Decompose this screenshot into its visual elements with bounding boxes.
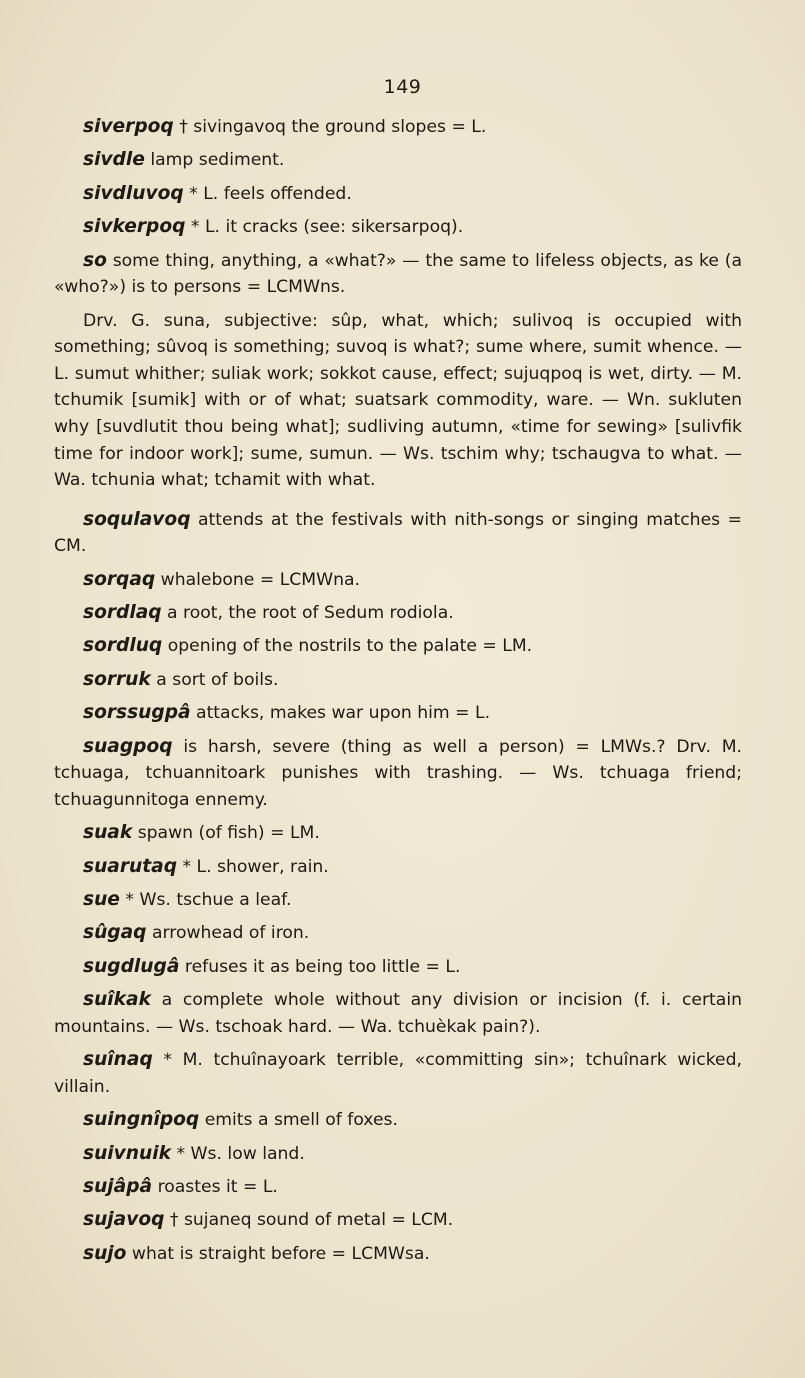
headword: sordlaq (83, 602, 162, 624)
definition: * L. it cracks (see: sikersarpoq). (190, 217, 464, 238)
definition: * Ws. low land. (176, 1143, 305, 1164)
headword: soqulavoq (83, 508, 191, 530)
entry (54, 1241, 742, 1268)
entry (54, 1174, 742, 1201)
page-number: 149 (383, 76, 422, 98)
headword: sujo (83, 1242, 127, 1264)
headword: sorqaq (83, 568, 156, 590)
definition: a complete whole without any division or incision (f. i. certain mountains. — Ws. tschoak hard. — Wa. tchuèkak pain?). (54, 990, 742, 1037)
headword: sue (83, 889, 120, 910)
headword: suîkak (83, 989, 151, 1011)
headword: sujavoq (83, 1209, 165, 1231)
headword: suagpoq (83, 735, 173, 757)
entry (54, 887, 742, 914)
headword: suingnîpoq (83, 1109, 200, 1131)
entry (54, 920, 742, 947)
entry (54, 667, 742, 694)
definition: is harsh, severe (thing as well a person) = LMWs.? Drv. M. tchuaga, tchuannitoark punishes with trashing. — Ws. tchuaga friend; tchuagunnitoga ennemy. (54, 736, 743, 810)
headword: sivkerpoq (83, 216, 186, 238)
entry (54, 114, 742, 141)
entry (54, 734, 742, 814)
definition: † sivingavoq the ground slopes = L. (179, 117, 487, 137)
definition: whalebone = LCMWna. (160, 569, 360, 590)
headword: sorssugpâ (83, 702, 191, 724)
entry (54, 854, 742, 881)
entry (54, 567, 742, 594)
entry (54, 987, 742, 1040)
definition: lamp sediment. (150, 150, 285, 171)
entry (54, 1107, 742, 1134)
headword: sugdlugâ (83, 955, 180, 977)
entry (54, 1141, 742, 1168)
definition: some thing, anything, a «what?» — the same to lifeless objects, as ke (a «who?») is to persons = LCMWns. (54, 250, 742, 298)
dictionary-entries (54, 114, 742, 1274)
definition: refuses it as being too little = L. (184, 956, 461, 977)
headword: suarutaq (83, 855, 178, 877)
entry (54, 507, 742, 560)
headword: sûgaq (83, 922, 147, 944)
definition: attacks, makes war upon him = L. (196, 703, 491, 724)
definition: attends at the festivals with nith-songs or singing matches = CM. (54, 509, 742, 557)
definition: roastes it = L. (157, 1176, 278, 1197)
entry (54, 700, 742, 727)
definition: emits a smell of foxes. (204, 1110, 398, 1131)
definition: * M. tchuînayoark terrible, «committing sin»; tchuînark wicked, villain. (54, 1050, 743, 1097)
entry (54, 1207, 742, 1234)
headword: suînaq (83, 1049, 153, 1071)
headword: sujâpâ (83, 1175, 153, 1197)
entry (54, 954, 742, 981)
headword: suivnuik (83, 1142, 172, 1164)
entry (54, 600, 742, 627)
headword: suak (83, 822, 133, 844)
entry (54, 633, 742, 660)
headword: sivdluvoq (83, 182, 184, 204)
headword: sordluq (83, 635, 163, 657)
entry (54, 181, 742, 208)
entry (54, 214, 742, 241)
definition: * L. shower, rain. (182, 856, 329, 877)
definition: opening of the nostrils to the palate = LM. (167, 636, 533, 657)
entry-derivations (54, 308, 742, 494)
headword: sorruk (83, 668, 151, 690)
definition: Drv. G. suna, subjective: sûp, what, which; sulivoq is occupied with something; sûvoq is something; suvoq is what?; sume where, sumit whence. — L. sumut whither; suliak work; sokkot cause, effect; sujuqpoq is wet, dirty. — M. tchumik [sumik] with or of what; suatsark commodity, ware. — Wn. sukluten why [suvdlutit thou being what]; sudliving autumn, «time for sewing» [sulivfik time for indoor work]; sume, sumun. — Ws. tschim why; tschaugva to what. — Wa. tchunia what; tchamit with what. (54, 310, 742, 491)
definition: * L. feels offended. (189, 183, 352, 204)
headword: so (83, 249, 107, 271)
headword: siverpoq (83, 116, 174, 137)
definition: † sujaneq sound of metal = LCM. (169, 1210, 454, 1231)
entry (54, 147, 742, 174)
definition: * Ws. tschue a leaf. (125, 890, 292, 910)
definition: a sort of boils. (156, 669, 279, 690)
definition: arrowhead of iron. (151, 923, 310, 944)
entry (54, 820, 742, 847)
headword: sivdle (83, 149, 145, 171)
definition: spawn (of fish) = LM. (137, 823, 320, 844)
entry (54, 248, 742, 301)
definition: what is straight before = LCMWsa. (131, 1243, 430, 1264)
definition: a root, the root of Sedum rodiola. (167, 603, 454, 624)
entry (54, 1047, 742, 1100)
